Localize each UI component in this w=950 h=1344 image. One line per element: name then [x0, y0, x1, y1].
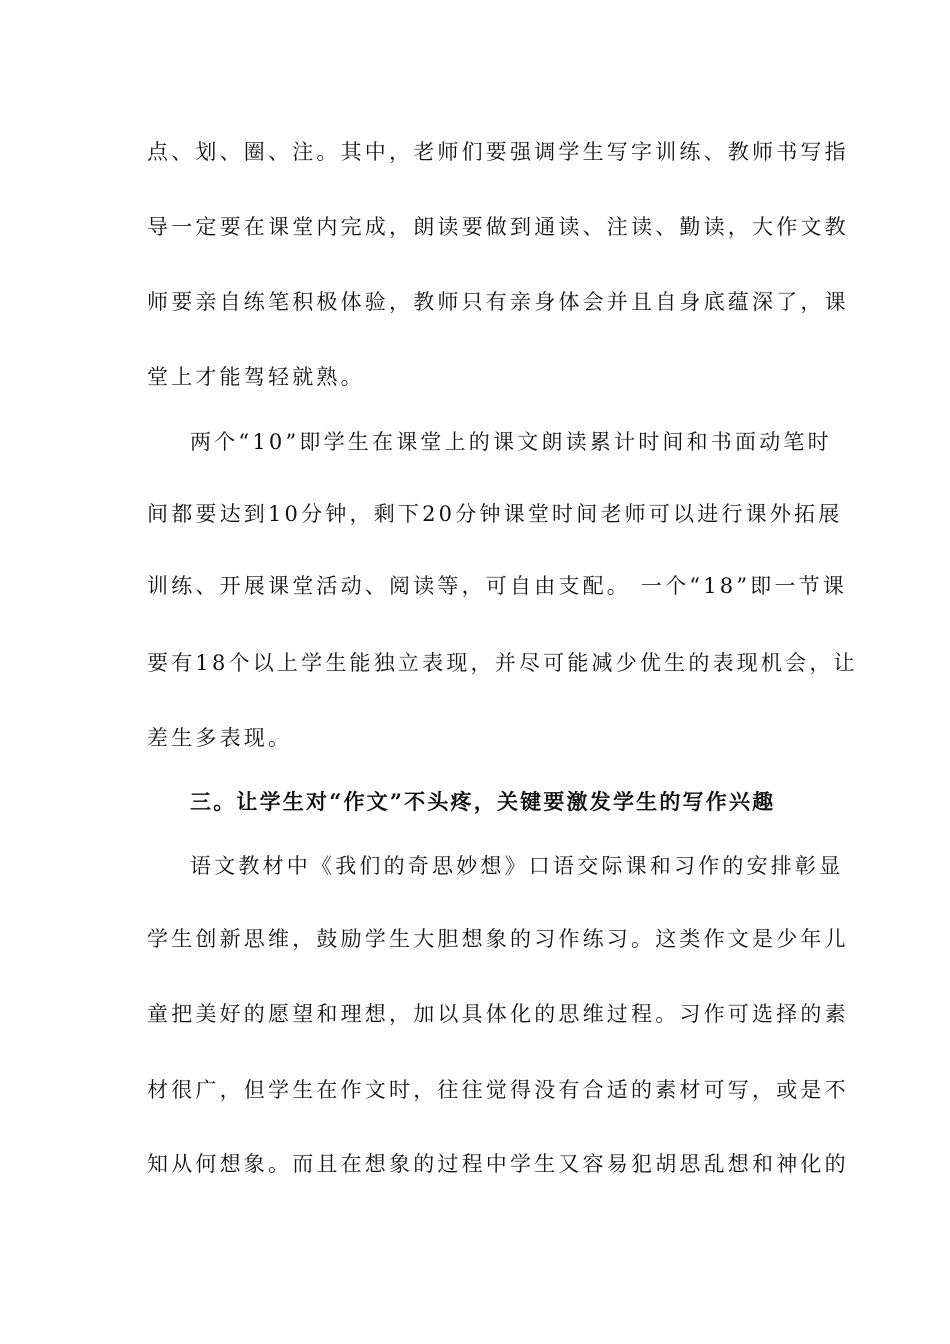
text-line: 童把美好的愿望和理想，加以具体化的思维过程。习作可选择的素: [147, 1002, 849, 1026]
text-line: 学生创新思维，鼓励学生大胆想象的习作练习。这类作文是少年儿: [147, 927, 849, 951]
section-heading: 三。让学生对“作文”不头疼，关键要激发学生的写作兴趣: [190, 789, 776, 814]
text-line: 间都要达到10分钟，剩下20分钟课堂时间老师可以进行课外拓展: [147, 502, 843, 526]
text-line: 要有18个以上学生能独立表现，并尽可能减少优生的表现机会，让: [147, 651, 858, 675]
text-line: 差生多表现。: [147, 726, 293, 750]
text-line: 导一定要在课堂内完成，朗读要做到通读、注读、勤读，大作文教: [147, 215, 849, 239]
text-line: 训练、开展课堂活动、阅读等，可自由支配。 一个“18”即一节课: [147, 574, 848, 598]
text-line: 材很广，但学生在作文时，往往觉得没有合适的素材可写，或是不: [147, 1078, 849, 1102]
text-line: 堂上才能驾轻就熟。: [147, 365, 365, 389]
text-line: 知从何想象。而且在想象的过程中学生又容易犯胡思乱想和神化的: [147, 1152, 849, 1176]
text-line: 师要亲自练笔积极体验，教师只有亲身体会并且自身底蕴深了，课: [147, 290, 849, 314]
text-line: 语文教材中《我们的奇思妙想》口语交际课和习作的安排彰显: [190, 854, 844, 878]
text-line: 点、划、圈、注。其中，老师们要强调学生写字训练、教师书写指: [147, 140, 849, 164]
text-line: 两个“10”即学生在课堂上的课文朗读累计时间和书面动笔时: [190, 430, 832, 454]
